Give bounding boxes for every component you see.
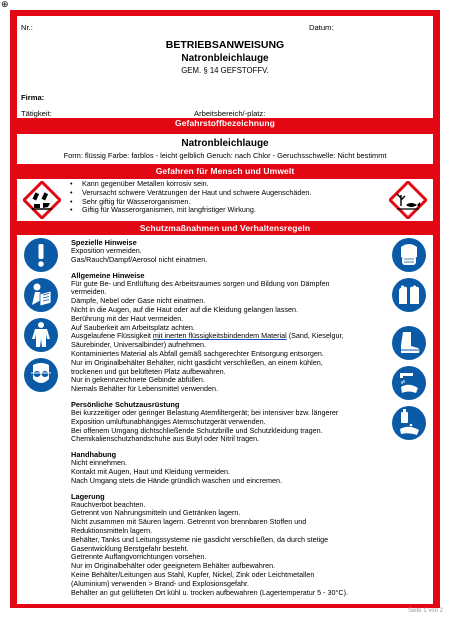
section-heading-general: Allgemeine Hinweise	[71, 270, 145, 280]
datum-label: Datum:	[309, 23, 334, 32]
hazard-item: • Sehr giftig für Wasserorganismen.	[66, 198, 311, 207]
text-line: trockenen und gut belüfteten Platz aufbewahren.	[71, 366, 226, 376]
text-line: Für gute Be- und Entlüftung des Arbeitsraumes sorgen und Bildung von Dämpfen	[71, 278, 330, 288]
spill-suffix: (Sand, Kieselgur,	[286, 331, 344, 341]
text-line: Reduktionsmitteln lagern.	[71, 525, 153, 535]
protection-block	[17, 235, 433, 604]
protective-gloves-sign-icon	[391, 277, 427, 313]
move-handle-icon[interactable]: ⊕	[1, 0, 9, 9]
hazard-item: • Verursacht schwere Verätzungen der Haut und schwere Augenschäden.	[66, 189, 311, 198]
designation-name: Natronbleichlauge	[181, 138, 269, 149]
substance-name: Natronbleichlauge	[181, 53, 269, 64]
nr-label: Nr.:	[21, 23, 33, 32]
text-line: Nicht in die Augen, auf die Haut oder auf die Kleidung gelangen lassen.	[71, 304, 298, 314]
text-line: Dämpfe, Nebel oder Gase nicht einatmen.	[71, 296, 206, 306]
text-line: (Aluminium) verwenden > Brand- und Explosionsgefahr.	[71, 578, 249, 588]
spill-prefix: Ausgelaufene Flüssigkeit	[71, 331, 153, 341]
text-line: Exposition umluftunabhängiges Atemschutzgerät verwenden.	[71, 416, 266, 426]
face-mask-sign-icon	[391, 237, 427, 273]
taetigkeit-label: Tätigkeit:	[21, 109, 52, 118]
corrosion-pictogram-icon	[23, 181, 61, 219]
page-number: Seite 1 von 2	[407, 608, 443, 614]
section-bar-designation: Gefahrstoffbezeichnung	[175, 118, 275, 128]
text-line: Niemals Behälter für Lebensmittel verwenden.	[71, 384, 219, 394]
text-line: Getrennt von Nahrungsmitteln und Getränken lagern.	[71, 508, 241, 518]
spill-underlined: mit inerten flüssigkeitsbindendem Material	[152, 331, 287, 341]
text-line: Getrennte Auffangvorrichtungen vorsehen.	[71, 552, 207, 562]
text-line: Nicht einnehmen.	[71, 458, 127, 468]
hand-washing-sign-icon	[391, 365, 427, 401]
arbeitsbereich-label: Arbeitsbereich/-platz:	[194, 109, 266, 118]
text-line: Gas/Rauch/Dampf/Aerosol nicht einatmen.	[71, 254, 208, 264]
environment-pictogram-icon	[389, 181, 427, 219]
text-line: Keine Behälter/Leitungen aus Stahl, Kupfer, Nickel, Zink oder Leichtmetallen	[71, 569, 315, 579]
section-heading-ppe: Persönliche Schutzausrüstung	[71, 399, 180, 409]
text-line: Nur im Originalbehälter Behälter, nicht gasdicht verschließen, an einem kühlen,	[71, 357, 323, 367]
document-title: BETRIEBSANWEISUNG	[165, 39, 285, 51]
hand-cream-sign-icon	[391, 405, 427, 441]
read-instructions-sign-icon	[23, 277, 59, 313]
hazards-block	[17, 179, 433, 221]
protective-clothing-sign-icon	[23, 317, 59, 353]
regulation-reference: GEM. § 14 GEFSTOFFV.	[181, 66, 269, 75]
hazard-item: • Giftig für Wasserorganismen, mit langfristiger Wirkung.	[66, 206, 311, 215]
text-line: Auf Sauberkeit am Arbeitsplatz achten.	[71, 322, 195, 332]
text-line: Bei offenem Umgang dichtschließende Schutzbrille und Schutzkleidung tragen.	[71, 425, 323, 435]
header-block	[17, 16, 433, 118]
text-line: Nicht zusammen mit Säuren lagern. Getrennt von brennbaren Stoffen und	[71, 517, 307, 527]
hazard-list	[66, 180, 311, 215]
section-bar-hazards: Gefahren für Mensch und Umwelt	[155, 166, 295, 176]
text-line: Nur im Originalbehälter oder geeignetem Behälter aufbewahren.	[71, 561, 276, 571]
operating-instructions-sheet	[10, 10, 440, 608]
section-heading-handling: Handhabung	[71, 450, 117, 460]
eye-protection-sign-icon	[23, 357, 59, 393]
designation-block	[17, 134, 433, 164]
firma-label: Firma:	[21, 93, 45, 102]
text-line: Säurebinder, Universalbinder) aufnehmen.	[71, 340, 207, 350]
text-line: Behälter an gut gelüfteten Ort kühl u. trocken aufbewahren (Lagertemperatur 5 - 30°C).	[71, 587, 348, 597]
text-line: Nur in gekennzeichnete Gebinde abfüllen.	[71, 375, 205, 385]
text-line: vermeiden.	[71, 287, 107, 297]
text-line: Chemikalienschutzhandschuhe aus Butyl oder Nitril tragen.	[71, 434, 260, 444]
section-heading-storage: Lagerung	[71, 491, 105, 501]
text-line: Exposition vermeiden.	[71, 246, 142, 255]
text-line: Berührung mit der Haut vermeiden.	[71, 313, 184, 323]
text-line: Bei kurzzeitiger oder geringer Belastung Atemfiltergerät; bei intensiver bzw. längerer	[71, 407, 339, 417]
text-line: Behälter, Tanks und Leitungssysteme nie gasdicht verschließen, da durch stetige	[71, 534, 329, 544]
protection-text	[71, 236, 348, 597]
safety-boots-sign-icon	[391, 325, 427, 361]
text-line: Kontakt mit Augen, Haut und Kleidung vermeiden.	[71, 466, 231, 476]
text-line: Nach Umgang stets die Hände gründlich waschen und eincremen.	[71, 475, 282, 485]
text-line: Rauchverbot beachten.	[71, 499, 146, 509]
section-heading-special: Spezielle Hinweise	[71, 238, 137, 247]
hazard-item: • Kann gegenüber Metallen korrosiv sein.	[66, 180, 311, 189]
text-line: Kontaminiertes Material als Abfall gemäß sachgerechter Entsorgung entsorgen.	[71, 348, 324, 358]
general-mandatory-sign-icon	[23, 237, 59, 273]
section-bar-protection: Schutzmaßnahmen und Verhaltensregeln	[139, 223, 311, 233]
text-line: Gasentwicklung Berstgefahr besteht.	[71, 543, 189, 553]
designation-properties: Form: flüssig Farbe: farblos - leicht gelblich Geruch: nach Chlor - Geruchsschwelle: Nicht bestimmt	[63, 151, 387, 160]
